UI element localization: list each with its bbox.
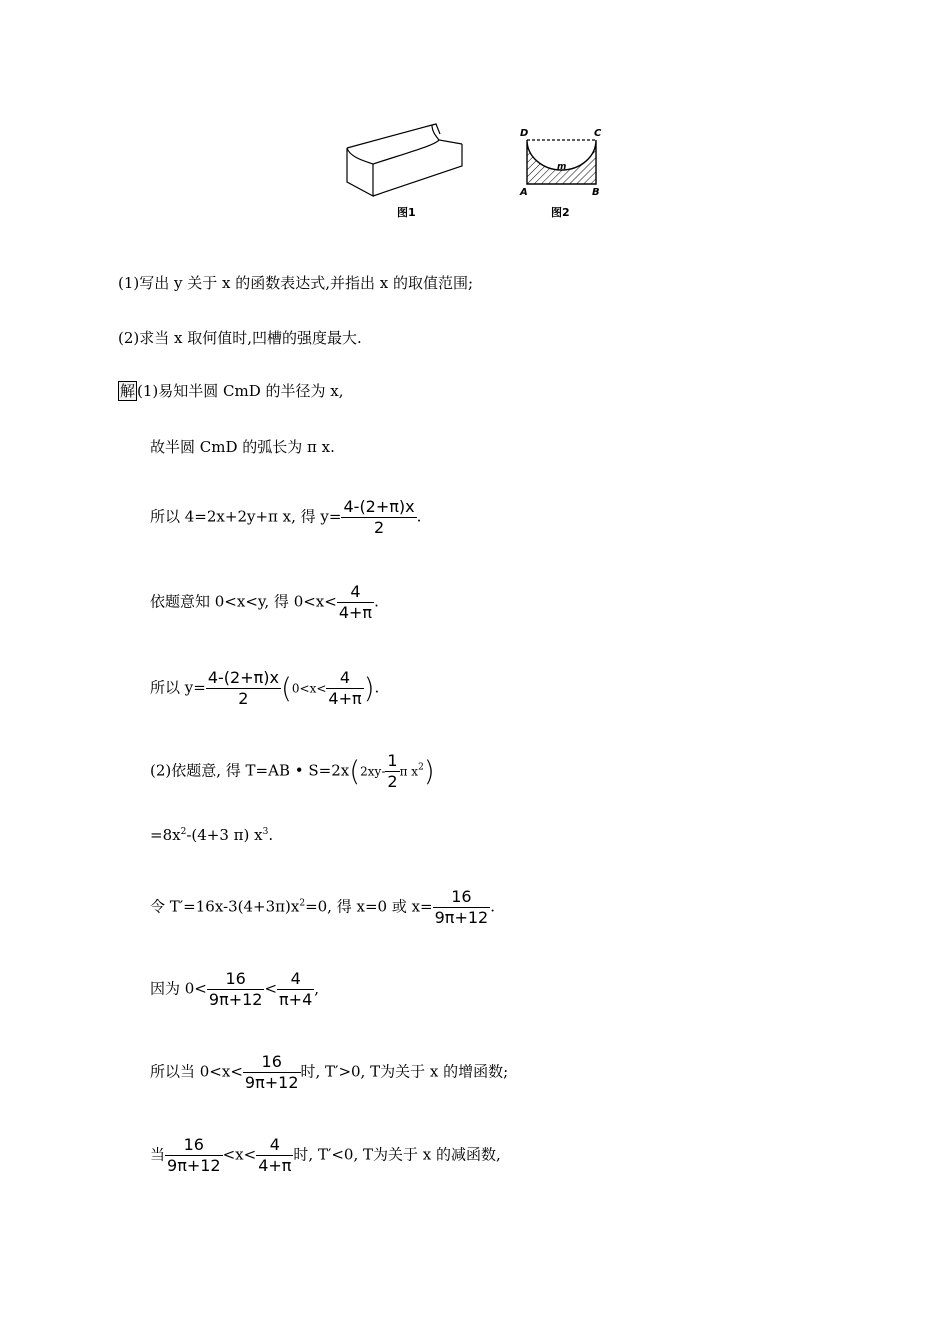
step-4-text: 依题意知 0<x<y, 得 0<x< bbox=[150, 592, 337, 611]
fraction bbox=[256, 1135, 293, 1176]
solution-step-7: $=8x^2-(4+3$ π) $x^3$. bbox=[150, 826, 274, 844]
question-1: (1)写出 y 关于 x 的函数表达式,并指出 x 的取值范围; bbox=[118, 274, 474, 292]
fraction bbox=[385, 751, 399, 792]
step-6-text: (2)依题意, 得 T=AB • S=2x bbox=[150, 761, 350, 780]
inner-text: 2xy- bbox=[360, 764, 386, 779]
denominator: 2 bbox=[238, 689, 249, 708]
figure-2-caption: 图2 bbox=[551, 206, 570, 219]
step-11-suffix: 时, T′<0, T为关于 x 的减函数, bbox=[293, 1145, 501, 1164]
solution-badge: 解 bbox=[120, 382, 136, 400]
solution-text: (1)易知半圆 CmD 的半径为 x, bbox=[137, 382, 344, 400]
numerator: 4-(2+π)x bbox=[343, 497, 415, 516]
trough-3d-drawing bbox=[340, 118, 470, 203]
step-10-suffix: 时, T′>0, T为关于 x 的增函数; bbox=[300, 1062, 509, 1081]
label-b: B bbox=[592, 187, 600, 198]
denominator: 9π+12 bbox=[434, 908, 489, 927]
solution-step-10 bbox=[150, 1052, 508, 1093]
cross-section-drawing bbox=[515, 125, 610, 200]
step-7-text: =8x bbox=[150, 826, 181, 844]
solution-step-11 bbox=[150, 1135, 501, 1176]
numerator: 16 bbox=[165, 1135, 223, 1156]
numerator: 4 bbox=[256, 1135, 293, 1156]
figure-1 bbox=[340, 118, 470, 203]
step-10-text: 所以当 0<x< bbox=[150, 1062, 243, 1081]
solution-step-2: 故半圆 CmD 的弧长为 π x. bbox=[150, 438, 335, 456]
fraction bbox=[243, 1052, 301, 1093]
solution-step-4: 依题意知 0<x<y, 得 0<x< $\frac{4}{4+\pi}$ . bbox=[150, 582, 379, 622]
denominator: 4+π bbox=[338, 603, 373, 622]
numerator: 4 bbox=[337, 582, 374, 603]
solution-step-5: 所以 y= $\frac{4-(2+\pi)x}{2}$ (0<x< $\frac{4}{4+\pi}$ ). bbox=[150, 668, 380, 708]
question-2: (2)求当 x 取何值时,凹槽的强度最大. bbox=[118, 329, 362, 347]
figure-2 bbox=[515, 125, 610, 200]
numerator: 16 bbox=[433, 887, 491, 908]
tail-text: π x bbox=[399, 764, 419, 779]
numerator: 1 bbox=[387, 751, 398, 770]
less-than-sign: < bbox=[264, 979, 278, 998]
label-c: C bbox=[594, 128, 602, 139]
step-11-mid: <x< bbox=[222, 1145, 257, 1164]
numerator: 16 bbox=[243, 1052, 301, 1073]
label-m: m bbox=[557, 162, 567, 172]
numerator: 4-(2+π)x bbox=[207, 668, 279, 687]
fraction bbox=[277, 969, 314, 1010]
step-8-mid: =0, 得 x=0 或 x= bbox=[305, 897, 433, 916]
fraction bbox=[207, 969, 265, 1010]
denominator: 9π+12 bbox=[244, 1073, 299, 1092]
denominator: 4+π bbox=[258, 1156, 292, 1175]
numerator: 16 bbox=[207, 969, 265, 990]
fraction bbox=[341, 497, 416, 538]
denominator: π+4 bbox=[279, 990, 313, 1009]
range-text: 0<x< bbox=[291, 681, 327, 696]
fraction bbox=[433, 887, 491, 928]
fraction bbox=[165, 1135, 223, 1176]
step-7-mid: -(4+3 π) x bbox=[186, 826, 263, 844]
label-a: A bbox=[520, 187, 528, 198]
label-d: D bbox=[520, 128, 529, 139]
fraction bbox=[206, 668, 281, 709]
step-3-text: 所以 4=2x+2y+π x, 得 y= bbox=[150, 507, 342, 526]
denominator: 2 bbox=[373, 518, 385, 537]
step-9-text: 因为 0< bbox=[150, 979, 207, 998]
solution-step-3: 所以 4=2x+2y+π x, 得 y= $\frac{4-(2+\pi)x}{2}$ . bbox=[150, 497, 422, 537]
denominator: 9π+12 bbox=[208, 990, 263, 1009]
solution-step-1 bbox=[118, 381, 344, 401]
step-5-text: 所以 y= bbox=[150, 678, 206, 697]
solution-step-8: 令 $T'=16x-3(4+3\pi)x^2=0$, 得 x=0 或 x= $\frac{16}{9\pi+12}$ . bbox=[150, 887, 495, 927]
numerator: 4 bbox=[326, 668, 363, 689]
fraction bbox=[326, 668, 363, 709]
denominator: 2 bbox=[387, 772, 398, 791]
step-11-text: 当 bbox=[150, 1145, 166, 1164]
step-8-text: 令 T′=16x-3(4+3π)x bbox=[150, 897, 300, 916]
solution-step-9: 因为 0< $\frac{16}{9\pi+12}$ < $\frac{4}{\pi+4}$ , bbox=[150, 969, 320, 1009]
figure-1-caption: 图1 bbox=[397, 206, 416, 219]
numerator: 4 bbox=[277, 969, 314, 990]
denominator: 4+π bbox=[328, 689, 362, 708]
fraction bbox=[337, 582, 374, 623]
solution-step-6: (2)依题意, 得 T=AB • S=2x(2xy- $\frac{1}{2}$ π $x^2$) bbox=[150, 751, 435, 791]
denominator: 9π+12 bbox=[167, 1156, 221, 1175]
